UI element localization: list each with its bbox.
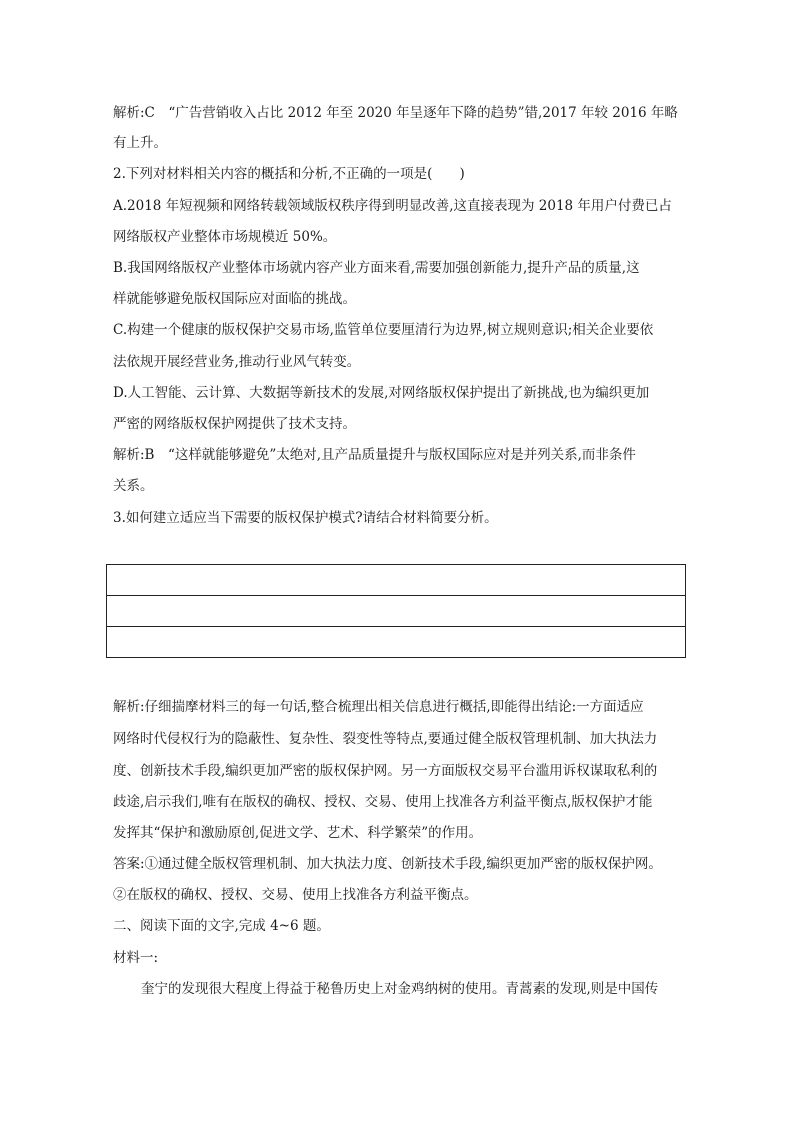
- option-b-line2: 样就能够避免版权国际应对面临的挑战。: [113, 291, 356, 307]
- analysis-q3-line2: 网络时代侵权行为的隐蔽性、复杂性、裂变性等特点,要通过健全版权管理机制、加大执法力: [113, 731, 658, 747]
- answer-row[interactable]: [107, 565, 685, 596]
- section-2-heading: 二、阅读下面的文字,完成 4~6 题。: [113, 918, 330, 934]
- option-a-line2: 网络版权产业整体市场规模近 50%。: [113, 229, 337, 245]
- question-2-stem: 2.下列对材料相关内容的概括和分析,不正确的一项是( ): [113, 166, 465, 182]
- answer-box[interactable]: [106, 564, 686, 658]
- analysis-q3-line4: 歧途,启示我们,唯有在版权的确权、授权、交易、使用上找准各方利益平衡点,版权保护才能: [113, 794, 653, 810]
- question-3-stem: 3.如何建立适应当下需要的版权保护模式?请结合材料简要分析。: [113, 510, 498, 526]
- analysis-q2-line1: 解析:B “这样就能够避免”太绝对,且产品质量提升与版权国际应对是并列关系,而非条件: [113, 447, 636, 463]
- analysis-q3-line3: 度、创新技术手段,编织更加严密的版权保护网。另一方面版权交易平台滥用诉权谋取私利的: [113, 763, 658, 779]
- option-d-line1: D.人工智能、云计算、大数据等新技术的发展,对网络版权保护提出了新挑战,也为编织更加: [113, 385, 650, 401]
- analysis-q3-line1: 解析:仔细揣摩材料三的每一句话,整合梳理出相关信息进行概括,即能得出结论:一方面适应: [113, 699, 644, 715]
- analysis-q1-line2: 有上升。: [113, 135, 167, 151]
- material-1-label: 材料一:: [113, 950, 159, 966]
- option-b-line1: B.我国网络版权产业整体市场就内容产业方面来看,需要加强创新能力,提升产品的质量,这: [113, 260, 640, 276]
- analysis-q1-line1: 解析:C “广告营销收入占比 2012 年至 2020 年呈逐年下降的趋势”错,2017 年较 2016 年略: [113, 105, 678, 121]
- answer-q3-line1: 答案:①通过健全版权管理机制、加大执法力度、创新技术手段,编织更加严密的版权保护网。: [113, 856, 662, 872]
- answer-row[interactable]: [107, 596, 685, 627]
- option-a-line1: A.2018 年短视频和网络转载领域版权秩序得到明显改善,这直接表现为 2018 年用户付费已占: [113, 198, 672, 214]
- answer-q3-line2: ②在版权的确权、授权、交易、使用上找准各方利益平衡点。: [113, 887, 478, 903]
- analysis-q2-line2: 关系。: [113, 478, 154, 494]
- analysis-q3-line5: 发挥其“保护和激励原创,促进文学、艺术、科学繁荣”的作用。: [113, 825, 483, 841]
- option-c-line1: C.构建一个健康的版权保护交易市场,监管单位要厘清行为边界,树立规则意识;相关企业要依: [113, 322, 654, 338]
- material-1-paragraph: 奎宁的发现很大程度上得益于秘鲁历史上对金鸡纳树的使用。青蒿素的发现,则是中国传: [141, 981, 659, 997]
- option-c-line2: 法依规开展经营业务,推动行业风气转变。: [113, 354, 361, 370]
- answer-row[interactable]: [107, 627, 685, 657]
- option-d-line2: 严密的网络版权保护网提供了技术支持。: [113, 416, 356, 432]
